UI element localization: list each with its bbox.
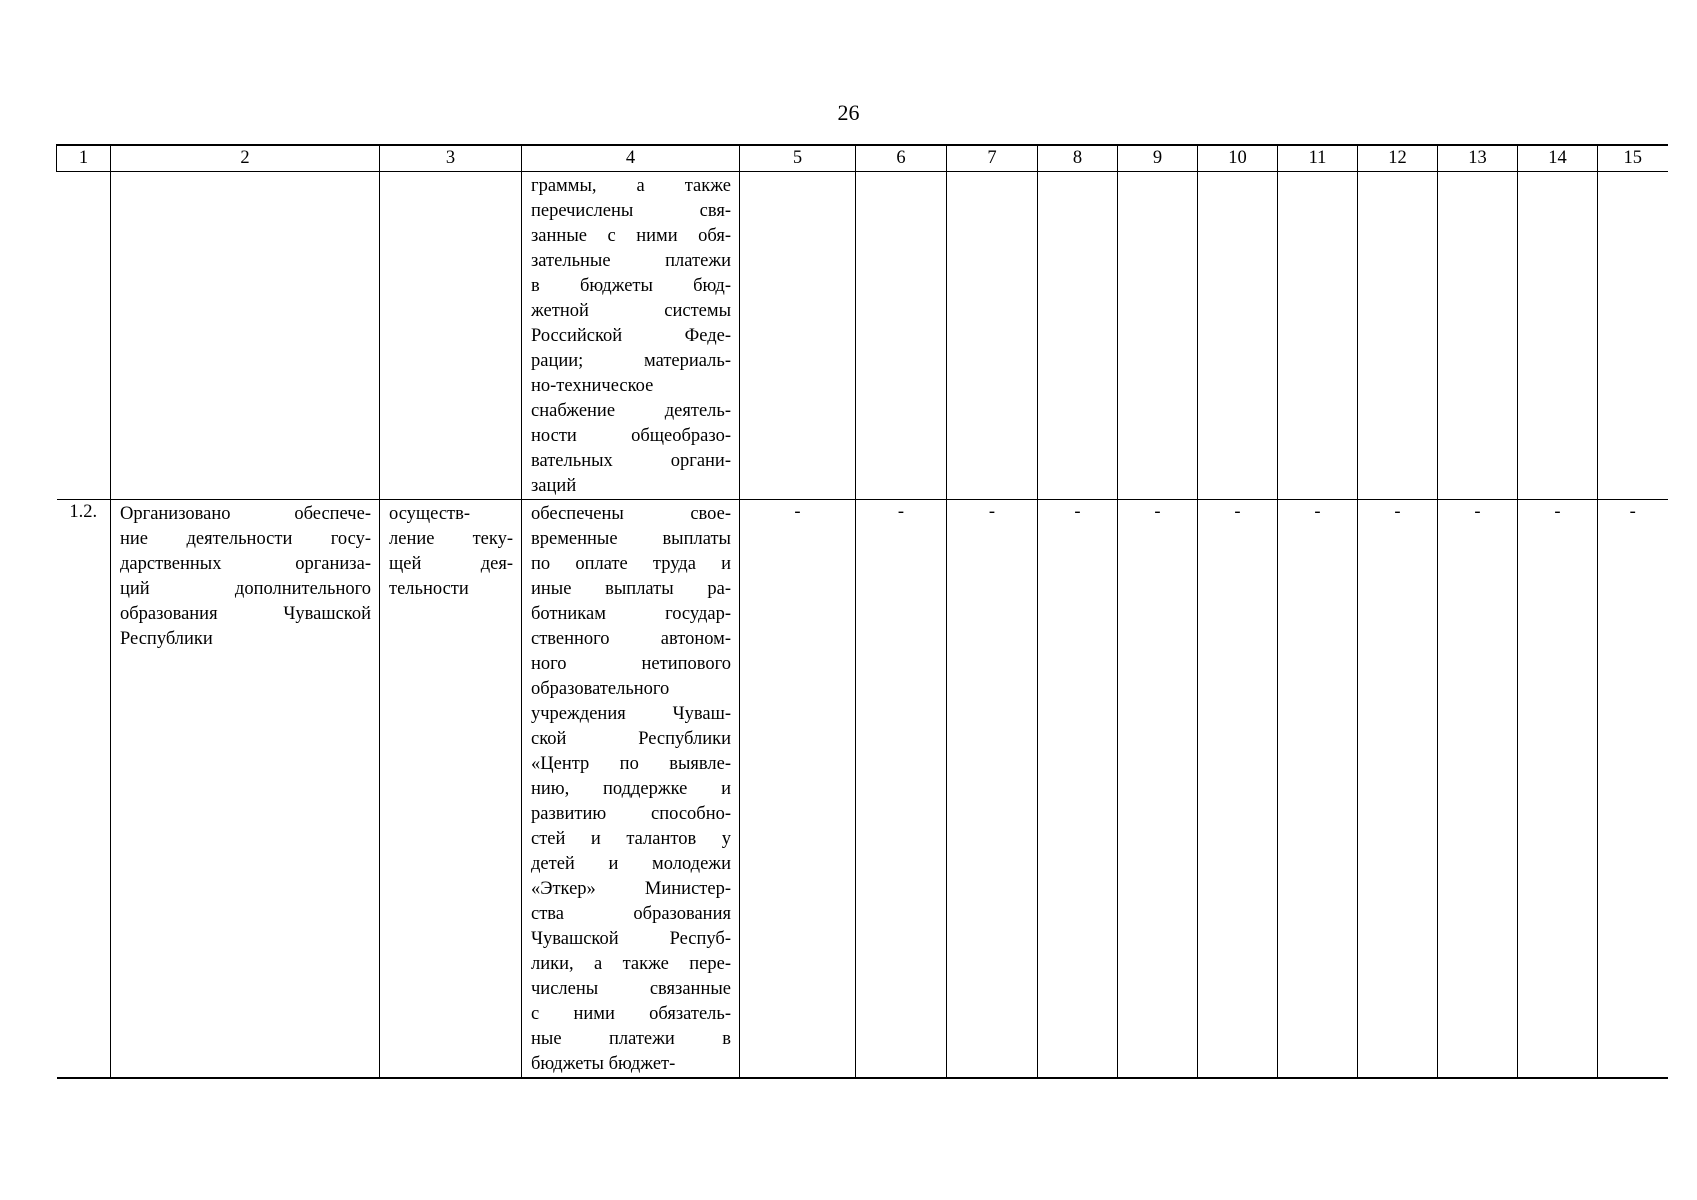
cell-empty <box>1518 172 1598 500</box>
value-dash: - <box>1198 500 1278 1079</box>
text-line: Республики <box>120 629 213 649</box>
text-line: заций <box>531 476 577 496</box>
text-line: «Центр по выявле- <box>531 754 731 774</box>
col-header-5: 5 <box>740 145 856 172</box>
text-line: ства образования <box>531 904 731 924</box>
text-line: но-техническое <box>531 376 654 396</box>
text-line: ботникам государ- <box>531 604 731 624</box>
cell-result <box>522 500 740 1079</box>
column-number-row <box>57 145 1668 172</box>
col-header-7: 7 <box>947 145 1038 172</box>
cell-empty <box>740 172 856 500</box>
text-line: тельности <box>389 579 469 599</box>
value-dash: - <box>856 500 947 1079</box>
text-line: в бюджеты бюд- <box>531 276 731 296</box>
cell-empty <box>1198 172 1278 500</box>
text-line: лики, а также пере- <box>531 954 731 974</box>
text-line: Организовано обеспече- <box>120 504 371 524</box>
value-dash: - <box>1358 500 1438 1079</box>
value-dash: - <box>740 500 856 1079</box>
value-dash: - <box>1598 500 1668 1079</box>
cell-empty <box>57 172 111 500</box>
text-line: нию, поддержке и <box>531 779 731 799</box>
text-line: стей и талантов у <box>531 829 731 849</box>
text-line: занные с ними обя- <box>531 226 731 246</box>
table-row-1-2 <box>57 500 1668 1079</box>
col-header-13: 13 <box>1438 145 1518 172</box>
cell-empty <box>856 172 947 500</box>
text-line: рации; материаль- <box>531 351 731 371</box>
text-line: ного нетипового <box>531 654 731 674</box>
cell-empty <box>1118 172 1198 500</box>
col-header-4: 4 <box>522 145 740 172</box>
text-line: Российской Феде- <box>531 326 731 346</box>
text-line: вательных органи- <box>531 451 731 471</box>
text-line: по оплате труда и <box>531 554 731 574</box>
activity-type-text <box>380 500 521 602</box>
col-header-10: 10 <box>1198 145 1278 172</box>
cell-empty <box>111 172 380 500</box>
cell-result-continued <box>522 172 740 500</box>
document-table <box>56 144 1668 1079</box>
value-dash: - <box>1518 500 1598 1079</box>
text-line: обеспечены свое- <box>531 504 731 524</box>
cell-event-name <box>111 500 380 1079</box>
text-line: осуществ- <box>389 504 471 524</box>
value-dash: - <box>1278 500 1358 1079</box>
text-line: дарственных организа- <box>120 554 371 574</box>
event-name-text <box>111 500 379 652</box>
col-header-1: 1 <box>57 145 111 172</box>
text-line: бюджеты бюджет- <box>531 1054 676 1074</box>
text-line: ственного автоном- <box>531 629 731 649</box>
text-line: ности общеобразо- <box>531 426 731 446</box>
value-dash: - <box>1118 500 1198 1079</box>
value-dash: - <box>947 500 1038 1079</box>
text-line: образования Чувашской <box>120 604 371 624</box>
text-line: ные платежи в <box>531 1029 731 1049</box>
text-line: перечислены свя- <box>531 201 731 221</box>
text-line: зательные платежи <box>531 251 731 271</box>
text-line: числены связанные <box>531 979 731 999</box>
text-line: учреждения Чуваш- <box>531 704 731 724</box>
result-text <box>522 500 739 1077</box>
value-dash: - <box>1038 500 1118 1079</box>
cell-empty <box>1278 172 1358 500</box>
text-line: детей и молодежи <box>531 854 731 874</box>
col-header-9: 9 <box>1118 145 1198 172</box>
text-line: ций дополнительного <box>120 579 371 599</box>
col-header-6: 6 <box>856 145 947 172</box>
text-line: образовательного <box>531 679 670 699</box>
text-line: Чувашской Респуб- <box>531 929 731 949</box>
text-line: ской Республики <box>531 729 731 749</box>
text-line: снабжение деятель- <box>531 401 731 421</box>
col-header-2: 2 <box>111 145 380 172</box>
col-header-8: 8 <box>1038 145 1118 172</box>
col-header-12: 12 <box>1358 145 1438 172</box>
col-header-11: 11 <box>1278 145 1358 172</box>
col-header-3: 3 <box>380 145 522 172</box>
text-line: временные выплаты <box>531 529 731 549</box>
text-line: с ними обязатель- <box>531 1004 731 1024</box>
cell-empty <box>947 172 1038 500</box>
text-line: иные выплаты ра- <box>531 579 731 599</box>
text-line: развитию способно- <box>531 804 731 824</box>
cell-empty <box>1038 172 1118 500</box>
cell-empty <box>1358 172 1438 500</box>
cell-empty <box>1598 172 1668 500</box>
col-header-14: 14 <box>1518 145 1598 172</box>
result-text-continued <box>522 172 739 499</box>
page-number: 26 <box>837 100 860 125</box>
col-header-15: 15 <box>1598 145 1668 172</box>
row-number: 1.2. <box>57 500 111 1079</box>
text-line: «Эткер» Министер- <box>531 879 731 899</box>
cell-empty <box>380 172 522 500</box>
text-line: щей дея- <box>389 554 513 574</box>
cell-empty <box>1438 172 1518 500</box>
table-row-continued <box>57 172 1668 500</box>
value-dash: - <box>1438 500 1518 1079</box>
text-line: ние деятельности госу- <box>120 529 371 549</box>
cell-activity-type <box>380 500 522 1079</box>
text-line: граммы, а также <box>531 176 731 196</box>
text-line: жетной системы <box>531 301 731 321</box>
text-line: ление теку- <box>389 529 513 549</box>
